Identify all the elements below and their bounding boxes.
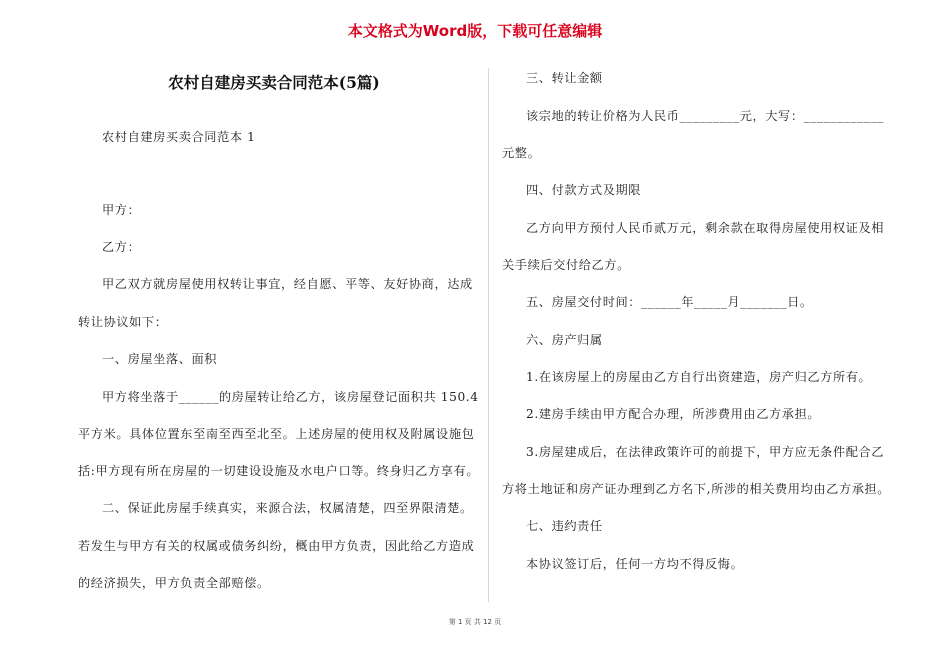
paragraph-line: 六、房产归属: [526, 333, 603, 347]
paragraph-line: 乙方：: [102, 240, 141, 254]
paragraph-line: 若发生与甲方有关的权属或债务纠纷，概由甲方负责，因此给乙方造成: [78, 539, 475, 553]
paragraph-line: 甲乙双方就房屋使用权转让事宜，经自愿、平等、友好协商，达成: [102, 277, 473, 291]
paragraph-line: 七、违约责任: [526, 519, 603, 533]
paragraph-line: 二、保证此房屋手续真实，来源合法，权属清楚，四至界限清楚。: [102, 501, 473, 515]
paragraph-line: 平方米。具体位置东至南至西至北至。上述房屋的使用权及附属设施包: [78, 427, 475, 441]
download-banner: 本文格式为Word版，下载可任意编辑: [347, 22, 603, 40]
paragraph-line: 农村自建房买卖合同范本 1: [102, 130, 256, 144]
paragraph: [502, 328, 884, 352]
paragraph: [502, 104, 884, 128]
paragraph: [78, 310, 470, 334]
paragraph-line: 方将土地证和房产证办理到乙方名下,所涉的相关费用均由乙方承担。: [502, 482, 891, 496]
paragraph: [78, 571, 470, 595]
paragraph: [78, 235, 470, 259]
paragraph: [78, 422, 475, 446]
paragraph-line: 元整。: [502, 146, 541, 160]
column-divider: [488, 68, 489, 602]
paragraph: [502, 477, 891, 501]
paragraph-line: 三、转让金额: [526, 71, 603, 85]
paragraph: [502, 514, 884, 538]
paragraph: [502, 552, 884, 576]
paragraph: [78, 385, 479, 409]
paragraph: [78, 198, 470, 222]
page-number: 第 1 页 共 12 页: [448, 618, 502, 626]
paragraph: [502, 253, 884, 277]
paragraph: [502, 178, 884, 202]
paragraph-line: 四、付款方式及期限: [526, 183, 642, 197]
paragraph-line: 一、房屋坐落、面积: [102, 352, 218, 366]
paragraph: [78, 125, 470, 149]
paragraph-line: 乙方向甲方预付人民币贰万元，剩余款在取得房屋使用权证及相: [526, 221, 885, 235]
paragraph-line: 该宗地的转让价格为人民币_________元，大写：____________: [526, 109, 884, 123]
paragraph-line: 关手续后交付给乙方。: [502, 258, 630, 272]
paragraph-line: 转让协议如下：: [78, 315, 168, 329]
paragraph-line: 甲方将坐落于______的房屋转让给乙方，该房屋登记面积共 150.4: [102, 390, 479, 404]
paragraph: [78, 272, 473, 296]
paragraph-line: 2.建房手续由甲方配合办理，所涉费用由乙方承担。: [526, 407, 821, 421]
paragraph: [502, 141, 884, 165]
paragraph: [502, 365, 884, 389]
paragraph: [502, 216, 884, 240]
document-title: 农村自建房买卖合同范本(5篇): [168, 73, 380, 92]
paragraph: [78, 347, 470, 371]
paragraph: [502, 402, 884, 426]
paragraph-line: 括:甲方现有所在房屋的一切建设设施及水电户口等。终身归乙方享有。: [78, 464, 480, 478]
paragraph-line: 五、房屋交付时间：______年_____月_______日。: [526, 295, 813, 309]
paragraph: [502, 290, 884, 314]
paragraph: [502, 440, 884, 464]
paragraph-line: 甲方：: [102, 203, 141, 217]
paragraph: [78, 496, 473, 520]
paragraph-line: 3.房屋建成后，在法律政策许可的前提下，甲方应无条件配合乙: [526, 445, 885, 459]
paragraph-line: 1.在该房屋上的房屋由乙方自行出资建造，房产归乙方所有。: [526, 370, 872, 384]
paragraph: [78, 459, 480, 483]
paragraph: [78, 534, 475, 558]
paragraph-line: 本协议签订后，任何一方均不得反悔。: [526, 557, 744, 571]
paragraph-line: 的经济损失，甲方负责全部赔偿。: [78, 576, 270, 590]
paragraph: [502, 66, 884, 90]
